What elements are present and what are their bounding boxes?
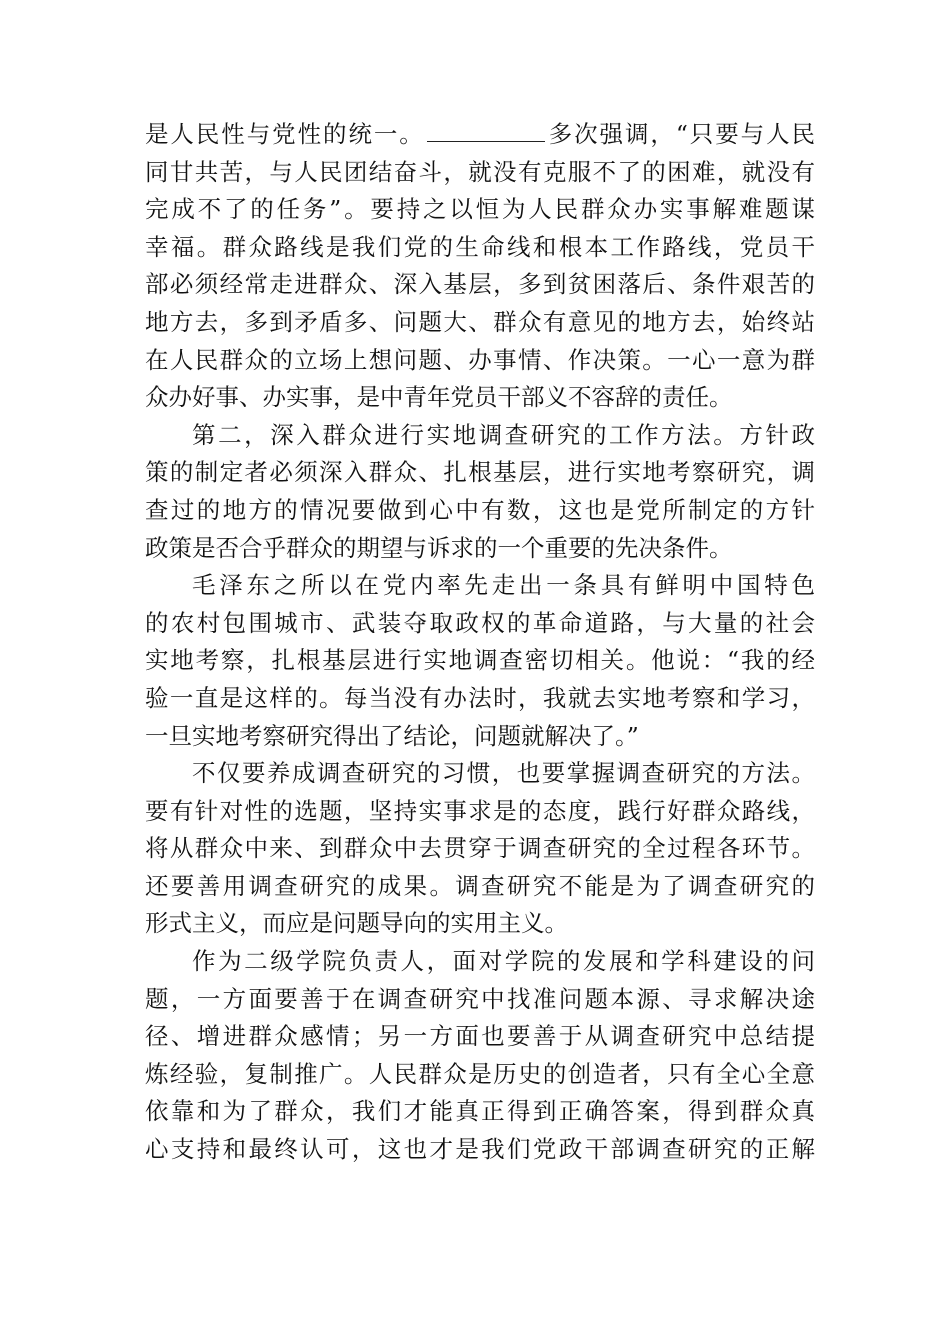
text-line-26: 炼经验，复制推广。人民群众是历史的创造者，只有全心全意: [145, 1059, 815, 1088]
text-line-28: 心支持和最终认可，这也才是我们党政干部调查研究的正解: [145, 1135, 815, 1164]
text-line-18: 不仅要养成调查研究的习惯，也要掌握调查研究的方法。: [192, 759, 815, 788]
line-1-after-blank: 多次强调，“只要与人民: [546, 120, 816, 148]
text-line-25: 径、增进群众感情；另一方面也要善于从调查研究中总结提: [145, 1022, 815, 1051]
text-line-1: [145, 116, 815, 154]
text-line-2: 同甘共苦，与人民团结奋斗，就没有克服不了的困难，就没有: [145, 157, 815, 186]
text-line-17: 一旦实地考察研究得出了结论，问题就解决了。”: [145, 721, 639, 750]
text-line-15: 实地考察，扎根基层进行实地调查密切相关。他说：“我的经: [145, 646, 815, 675]
name-blank-underline: [427, 123, 545, 142]
text-line-4: 幸福。群众路线是我们党的生命线和根本工作路线，党员干: [145, 232, 815, 261]
body-text: [145, 116, 815, 1169]
line-1-before-blank: 是人民性与党性的统一。: [145, 120, 425, 148]
text-line-5: 部必须经常走进群众、深入基层，多到贫困落后、条件艰苦的: [145, 270, 815, 299]
text-line-9: 第二，深入群众进行实地调查研究的工作方法。方针政: [192, 420, 815, 449]
text-line-8: 众办好事、办实事，是中青年党员干部义不容辞的责任。: [145, 383, 733, 412]
text-line-19: 要有针对性的选题，坚持实事求是的态度，践行好群众路线，: [145, 796, 815, 825]
text-line-22: 形式主义，而应是问题导向的实用主义。: [145, 909, 568, 938]
text-line-11: 查过的地方的情况要做到心中有数，这也是党所制定的方针: [145, 495, 815, 524]
text-line-16: 验一直是这样的。每当没有办法时，我就去实地考察和学习，: [145, 683, 815, 712]
text-line-24: 题，一方面要善于在调查研究中找准问题本源、寻求解决途: [145, 984, 815, 1013]
text-line-13: 毛泽东之所以在党内率先走出一条具有鲜明中国特色: [192, 571, 815, 600]
text-line-12: 政策是否合乎群众的期望与诉求的一个重要的先决条件。: [145, 533, 733, 562]
text-line-7: 在人民群众的立场上想问题、办事情、作决策。一心一意为群: [145, 345, 815, 374]
text-line-3: 完成不了的任务”。要持之以恒为人民群众办实事解难题谋: [145, 195, 815, 224]
text-line-21: 还要善用调查研究的成果。调查研究不能是为了调查研究的: [145, 871, 815, 900]
text-line-6: 地方去，多到矛盾多、问题大、群众有意见的地方去，始终站: [145, 307, 815, 336]
text-line-14: 的农村包围城市、武装夺取政权的革命道路，与大量的社会: [145, 608, 815, 637]
text-line-27: 依靠和为了群众，我们才能真正得到正确答案，得到群众真: [145, 1097, 815, 1126]
text-line-20: 将从群众中来、到群众中去贯穿于调查研究的全过程各环节。: [145, 834, 815, 863]
text-line-23: 作为二级学院负责人，面对学院的发展和学科建设的问: [192, 947, 815, 976]
text-line-10: 策的制定者必须深入群众、扎根基层，进行实地考察研究，调: [145, 458, 815, 487]
